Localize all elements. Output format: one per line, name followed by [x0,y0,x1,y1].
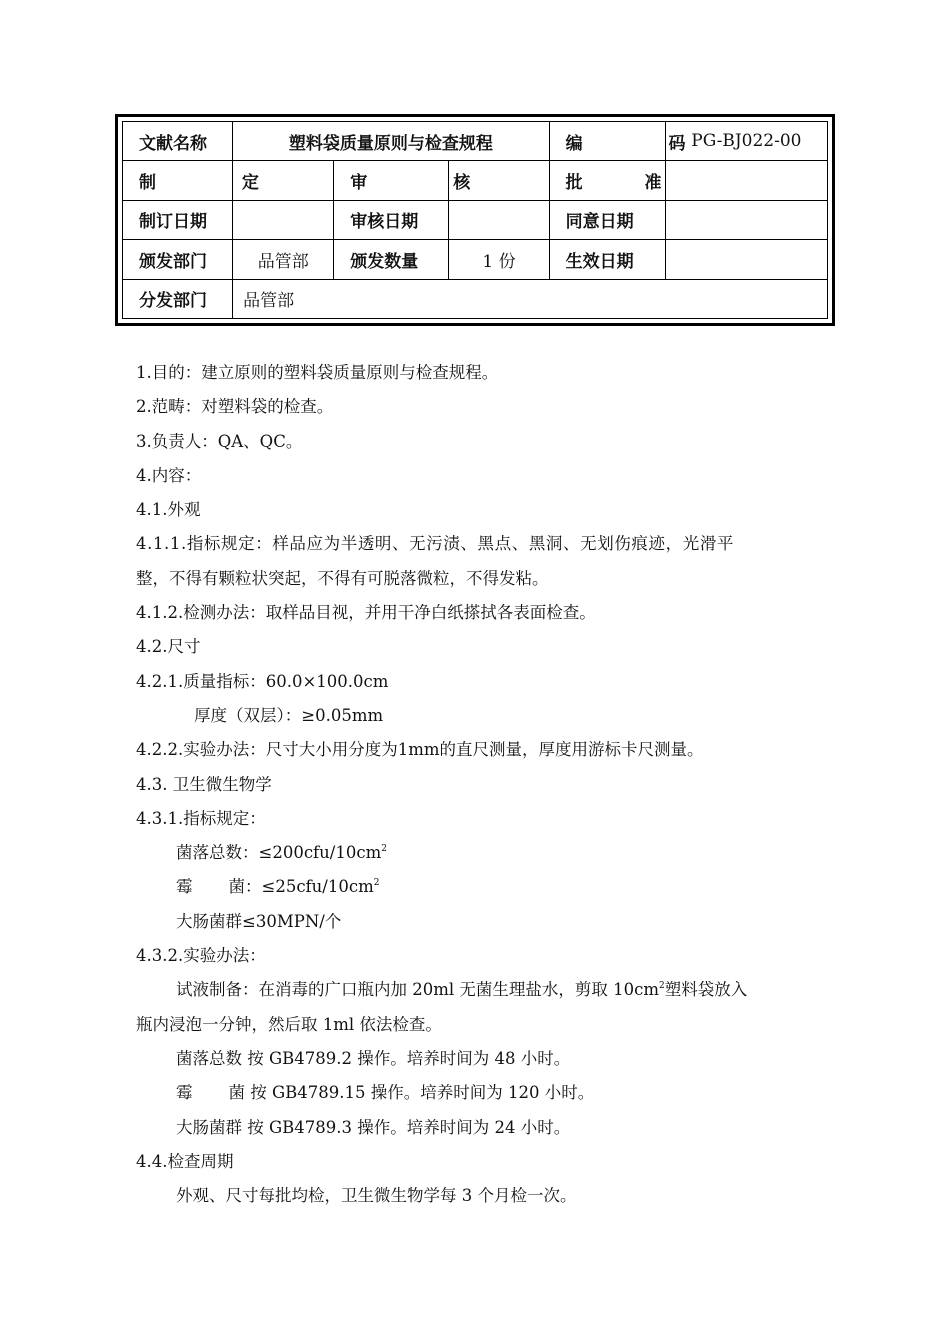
body-line: 外观、尺寸每批均检，卫生微生物学每 3 个月检一次。 [176,1186,577,1206]
issue-dept-label: 颁发部门 [123,240,233,279]
body-line [136,1076,826,1110]
body-line: 4.2.尺寸 [136,637,201,657]
body-line: 4.2.1.质量指标：60.0×100.0cm [136,671,389,691]
superscript: 2 [659,981,665,992]
body-text: 霉 [176,877,193,897]
body-line: 瓶内浸泡一分钟，然后取 1ml 依法检查。 [136,1014,442,1034]
header-row-4 [123,240,828,279]
body-text: 塑料袋放入 [664,980,748,1000]
body-line: 4.1.1.指标规定：样品应为半透明、无污渍、黑点、黑洞、无划伤痕迹，光滑平 [136,534,735,554]
body-line [136,973,826,1007]
made-date-value [233,200,334,239]
issue-qty-label: 颁发数量 [334,240,449,279]
superscript: 2 [381,844,387,855]
body-text: 菌 按 GB4789.15 操作。培养时间为 120 小时。 [228,1083,595,1103]
document-header-frame [115,114,835,326]
superscript: 2 [373,878,380,889]
effective-date-label: 生效日期 [549,240,665,279]
document-body [136,356,826,1213]
agree-date-label: 同意日期 [549,200,665,239]
code-label: 编 码 [549,122,665,161]
review-label: 审 核 [334,161,449,200]
body-text: 试液制备：在消毒的广口瓶内加 20ml 无菌生理盐水，剪取 10cm [176,980,660,1000]
doc-name-label: 文献名称 [123,122,233,161]
header-row-5 [123,279,828,318]
body-line [136,870,826,904]
header-row-2 [123,161,828,200]
body-line: 4.内容： [136,465,202,485]
body-line: 4.1.外观 [136,500,201,520]
made-date-label: 制订日期 [123,200,233,239]
header-row-3 [123,200,828,239]
doc-name-value: 塑料袋质量原则与检查规程 [233,122,549,161]
body-line: 4.3.1.指标规定： [136,808,266,828]
approve-label: 批 准 [549,161,665,200]
review-date-label: 审核日期 [334,200,449,239]
header-row-1 [123,122,828,161]
body-line: 4.3. 卫生微生物学 [136,774,272,794]
code-value: PG-BJ022-00 [665,122,827,161]
dist-dept-value: 品管部 [233,279,828,318]
body-line: 4.3.2.实验办法： [136,946,266,966]
body-text: 菌落总数：≤200cfu/10cm [176,843,382,863]
body-line: 菌落总数 按 GB4789.2 操作。培养时间为 48 小时。 [176,1048,571,1068]
body-line: 4.2.2.实验办法：尺寸大小用分度为1mm的直尺测量，厚度用游标卡尺测量。 [136,740,704,760]
made-label: 制 定 [123,161,233,200]
body-line: 4.1.2.检测办法：取样品目视，并用干净白纸搽拭各表面检查。 [136,603,596,623]
body-line: 厚度（双层）：≥0.05mm [194,705,384,725]
review-date-value [449,200,549,239]
issue-qty-value: 1 份 [449,240,549,279]
issue-dept-value: 品管部 [233,240,334,279]
body-line: 4.4.检查周期 [136,1151,234,1171]
effective-date-value [665,240,827,279]
body-line: 整，不得有颗粒状突起，不得有可脱落微粒，不得发粘。 [136,568,549,588]
body-text: 霉 [176,1083,193,1103]
body-line: 1.目的：建立原则的塑料袋质量原则与检查规程。 [136,363,499,382]
body-line: 大肠菌群 按 GB4789.3 操作。培养时间为 24 小时。 [176,1117,571,1137]
body-line: 2.范畴：对塑料袋的检查。 [136,397,334,417]
body-line: 3.负责人：QA、QC。 [136,431,303,451]
body-line: 大肠菌群≤30MPN/个 [176,911,342,931]
body-line [136,836,826,870]
body-text: 菌：≤25cfu/10cm [228,877,374,897]
dist-dept-label: 分发部门 [123,279,233,318]
document-header-table [122,121,828,319]
agree-date-value [665,200,827,239]
